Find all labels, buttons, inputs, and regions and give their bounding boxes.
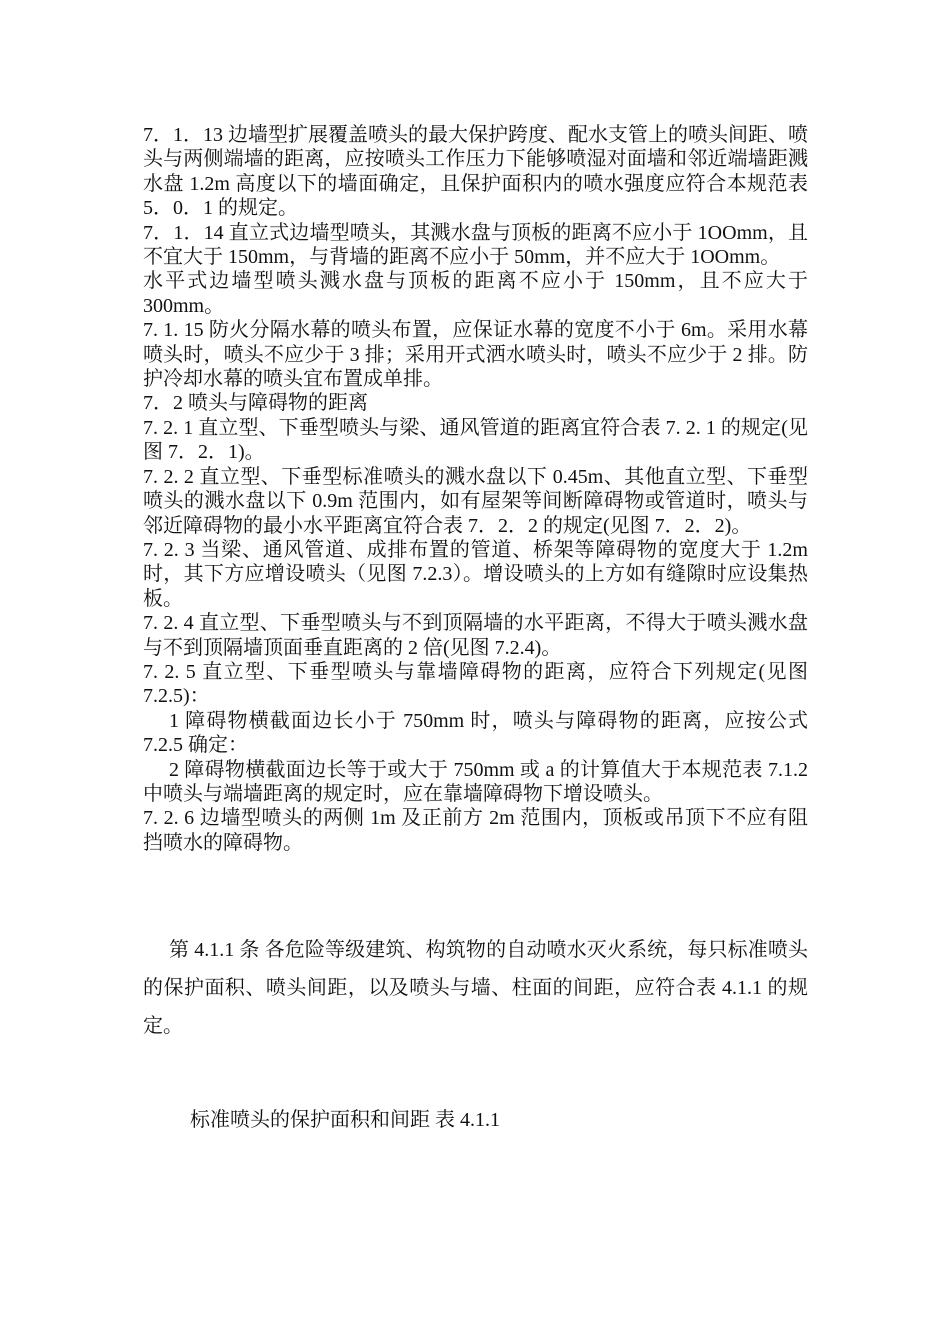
table-title-4-1-1: 标准喷头的保护面积和间距 表 4.1.1 xyxy=(190,1109,500,1131)
clause-7-2-4: 7. 2. 4 直立型、下垂型喷头与不到顶隔墙的水平距离，不得大于喷头溅水盘与不到顶隔墙顶面垂直距离的 2 倍(见图 7.2.4)。 xyxy=(143,612,808,659)
clause-7-1-13: 7．1．13 边墙型扩展覆盖喷头的最大保护跨度、配水支管上的喷头间距、喷头与两侧端墙的距离，应按喷头工作压力下能够喷湿对面墙和邻近端墙距溅水盘 1.2m 高度以下的墙面确定，且保护面积内的喷水强度应符合本规范表 5．0．1 的规定。 xyxy=(143,124,808,220)
clause-7-1-15: 7. 1. 15 防火分隔水幕的喷头布置，应保证水幕的宽度不小于 6m。采用水幕喷头时，喷头不应少于 3 排；采用开式洒水喷头时，喷头不应少于 2 排。防护冷却水幕的喷头宜布置成单排。 xyxy=(143,319,808,391)
clause-7-2-6: 7. 2. 6 边墙型喷头的两侧 1m 及正前方 2m 范围内，顶板或吊顶下不应有阻挡喷水的障碍物。 xyxy=(143,807,808,854)
section-heading-7-2: 7．2 喷头与障碍物的距离 xyxy=(143,392,368,415)
spec-body-text xyxy=(143,123,808,855)
article-4-1-1: 第 4.1.1 条 各危险等级建筑、构筑物的自动喷水灭火系统，每只标准喷头的保护面积、喷头间距，以及喷头与墙、柱面的间距，应符合表 4.1.1 的规定。 xyxy=(143,939,808,1037)
clause-7-1-14: 7．1．14 直立式边墙型喷头，其溅水盘与顶板的距离不应小于 1OOmm，且不宜大于 150mm，与背墙的距离不应小于 50mm，并不应大于 1OOmm。 xyxy=(143,221,808,269)
clause-7-2-3: 7. 2. 3 当梁、通风管道、成排布置的管道、桥架等障碍物的宽度大于 1.2m 时，其下方应增设喷头（见图 7.2.3）。增设喷头的上方如有缝隙时应设集热板。 xyxy=(143,538,808,610)
clause-7-2-2: 7. 2. 2 直立型、下垂型标准喷头的溅水盘以下 0.45m、其他直立型、下垂型喷头的溅水盘以下 0.9m 范围内，如有屋架等间断障碍物或管道时，喷头与邻近障碍物的最小水平距离宜符合表 7．2．2 的规定(见图 7．2．2)。 xyxy=(143,465,808,537)
clause-7-2-1: 7. 2. 1 直立型、下垂型喷头与梁、通风管道的距离宜符合表 7. 2. 1 的规定(见图 7．2．1)。 xyxy=(143,416,808,464)
clause-7-2-5-item-1: 1 障碍物横截面边长小于 750mm 时，喷头与障碍物的距离，应按公式 7.2.5 确定： xyxy=(143,709,808,757)
clause-7-2-5-item-2: 2 障碍物横截面边长等于或大于 750mm 或 a 的计算值大于本规范表 7.1.2 中喷头与端墙距离的规定时，应在靠墙障碍物下增设喷头。 xyxy=(143,758,808,805)
clause-7-1-14-horizontal: 水平式边墙型喷头溅水盘与顶板的距离不应小于 150mm，且不应大于 300mm。 xyxy=(143,270,808,317)
clause-7-2-5: 7. 2. 5 直立型、下垂型喷头与靠墙障碍物的距离，应符合下列规定(见图 7.2.5)： xyxy=(143,660,808,708)
